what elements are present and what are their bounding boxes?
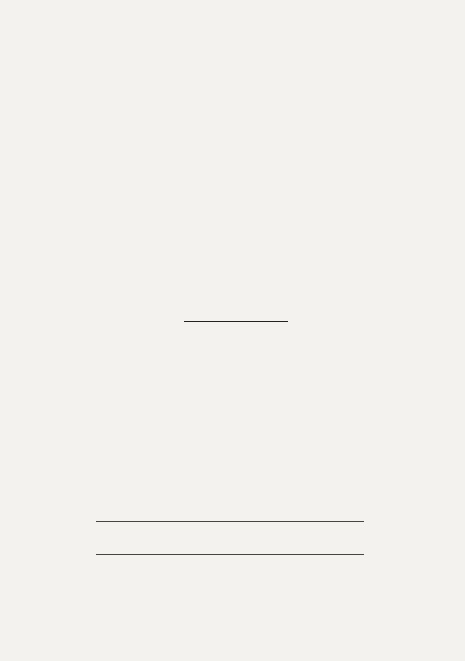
fraction-bar — [184, 321, 288, 322]
table-header-rule — [96, 554, 364, 555]
table-top-rule — [96, 521, 364, 522]
